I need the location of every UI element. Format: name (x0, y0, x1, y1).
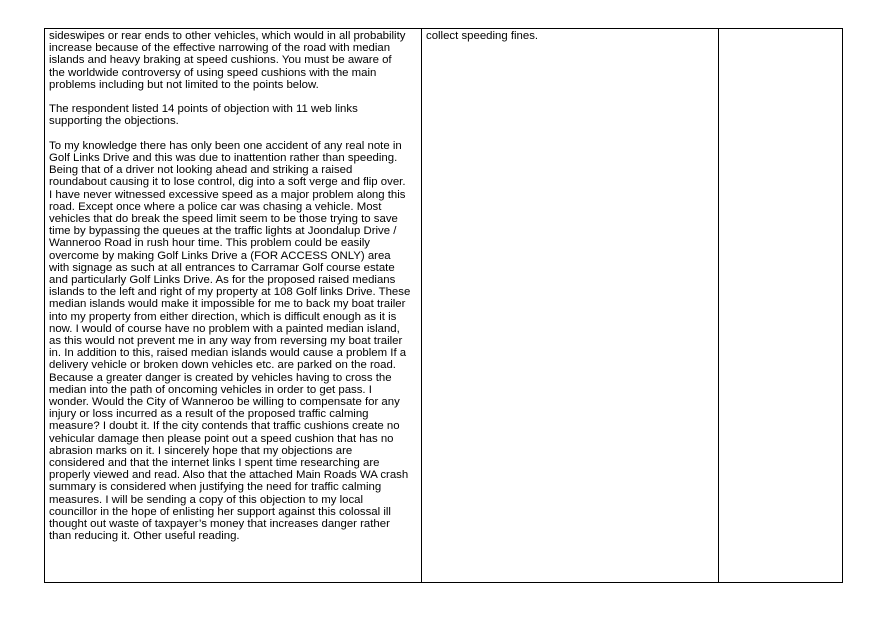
text-line: as this would not prevent me in any way from reversing my boat trailer (49, 335, 403, 348)
text-line: and particularly Golf Links Drive. As for the proposed raised medians (49, 274, 396, 287)
text-line: median into the path of oncoming vehicles in order to get pass. I (49, 383, 372, 396)
text-line: in. In addition to this, raised median islands would cause a problem If a (49, 347, 407, 360)
text-line: overcome by making Golf Links Drive a (FOR ACCESS ONLY) area (49, 249, 391, 262)
text-line: Being that of a driver not looking ahead and striking a raised (49, 164, 353, 177)
text-line: wonder. Would the City of Wanneroo be willing to compensate for any (49, 396, 400, 409)
text-line: vehicles that do break the speed limit seem to be those trying to save (49, 213, 398, 226)
text-line: now. I would of course have no problem with a painted median island, (49, 322, 400, 335)
text-line: increase because of the effective narrowing of the road with median (49, 42, 391, 55)
text-line: Wanneroo Road in rush hour time. This problem could be easily (49, 237, 371, 250)
text-line: problems including but not limited to the points below. (49, 78, 319, 91)
text-line: supporting the objections. (49, 115, 179, 128)
response-cell (422, 29, 719, 583)
objection-paragraph (49, 140, 417, 543)
submission-table (44, 28, 843, 583)
text-line: delivery vehicle or broken down vehicles etc. are parked on the road. (49, 359, 396, 372)
text-line: injury or loss incurred as a result of the proposed traffic calming (49, 408, 369, 421)
text-line: considered and that the internet links I spent time researching are (49, 457, 380, 470)
text-line: councillor in the hope of enlisting her support against this colossal ill (49, 505, 391, 518)
text-line: properly viewed and read. Also that the attached Main Roads WA crash (49, 469, 409, 482)
objection-paragraph (49, 30, 417, 91)
text-line: median islands would make it impossible for me to back my boat trailer (49, 298, 406, 311)
text-line: thought out waste of taxpayer’s money that increases danger rather (49, 518, 390, 531)
text-line: roundabout causing it to lose control, dig into a soft verge and flip over. (49, 176, 406, 189)
text-line: I have never witnessed excessive speed as a major problem along this (49, 188, 406, 201)
response-text: collect speeding fines. (426, 30, 539, 42)
text-line: The respondent listed 14 points of objection with 11 web links (49, 103, 358, 116)
text-line: into my property from either direction, which is difficult enough as it is (49, 310, 397, 323)
objection-paragraph (49, 103, 417, 127)
text-line: abrasion marks on it. I sincerely hope that my objections are (49, 444, 353, 457)
text-line: sideswipes or rear ends to other vehicles, which would in all probability (49, 30, 406, 42)
objection-cell (45, 29, 422, 583)
text-line: measure? I doubt it. If the city contends that traffic cushions create no (49, 420, 400, 433)
text-line: time by bypassing the queues at the traffic lights at Joondalup Drive / (49, 225, 397, 238)
text-line: islands to the left and right of my property at 108 Golf links Drive. These (49, 286, 411, 299)
text-line: road. Except once where a police car was chasing a vehicle. Most (49, 200, 382, 213)
text-line: the worldwide controversy of using speed cushions with the main (49, 66, 377, 79)
text-line: measures. I will be sending a copy of this objection to my local (49, 493, 364, 506)
text-line: To my knowledge there has only been one accident of any real note in (49, 139, 402, 152)
objection-text (49, 30, 417, 543)
table-row (45, 29, 843, 583)
text-line: with signage as such at all entrances to Carramar Golf course estate (49, 261, 395, 274)
text-line: Because a greater danger is created by vehicles having to cross the (49, 371, 392, 384)
empty-cell (719, 29, 843, 583)
text-line: than reducing it. Other useful reading. (49, 530, 240, 543)
text-line: Golf Links Drive and this was due to inattention rather than speeding. (49, 152, 398, 164)
text-line: summary is considered when justifying the need for traffic calming (49, 481, 382, 494)
text-line: islands and heavy braking at speed cushions. You must be aware of (49, 54, 392, 67)
text-line: vehicular damage then please point out a speed cushion that has no (49, 432, 394, 445)
